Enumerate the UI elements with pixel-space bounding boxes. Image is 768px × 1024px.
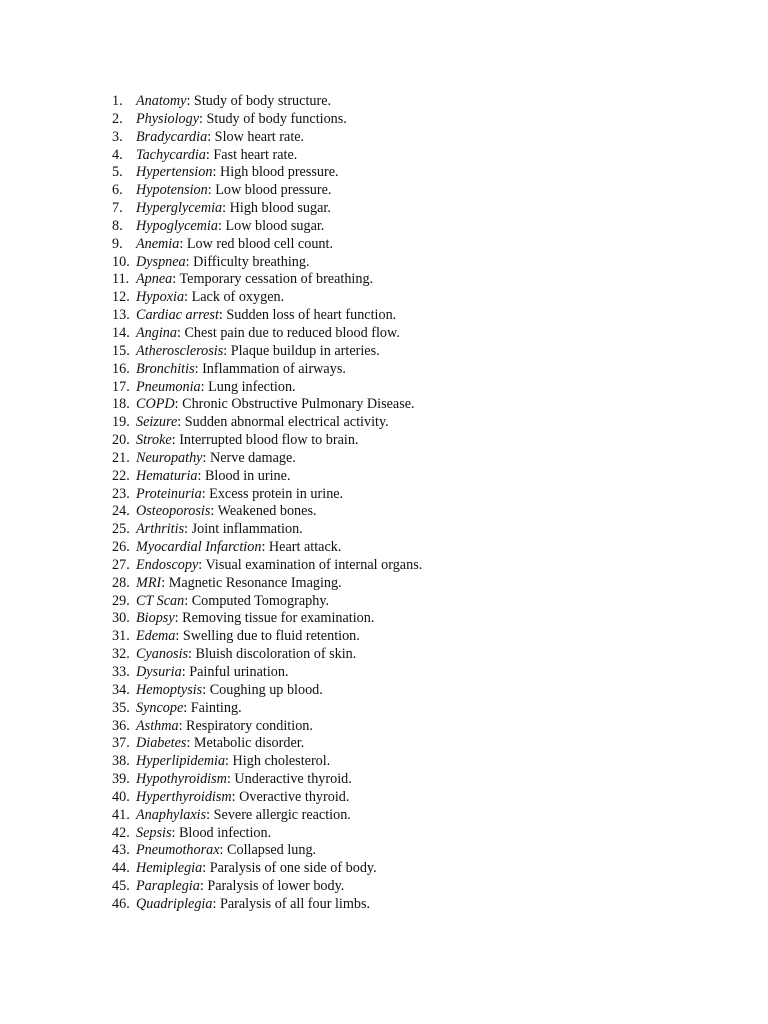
- item-number: 7.: [112, 200, 123, 217]
- term-definition: : Blood infection.: [171, 824, 272, 841]
- list-item: [112, 575, 422, 593]
- item-text: [136, 182, 331, 200]
- term-definition: : Low red blood cell count.: [179, 235, 334, 252]
- term-definition: : Underactive thyroid.: [226, 771, 352, 788]
- item-number: 46.: [112, 895, 130, 912]
- term-definition: : Metabolic disorder.: [186, 735, 305, 752]
- term-definition: : Paralysis of lower body.: [199, 878, 345, 895]
- item-text: [136, 343, 380, 361]
- term-definition: : Respiratory condition.: [178, 717, 313, 734]
- item-text: [136, 771, 352, 789]
- list-item: [112, 129, 422, 147]
- item-text: [136, 628, 360, 646]
- item-number: 4.: [112, 146, 123, 163]
- term-definition: : Weakened bones.: [210, 503, 317, 520]
- item-text: [136, 218, 324, 236]
- term-name: Neuropathy: [136, 449, 203, 466]
- term-name: Angina: [136, 324, 177, 341]
- item-text: [136, 414, 389, 432]
- term-definition: : Visual examination of internal organs.: [198, 556, 423, 573]
- term-definition: : Severe allergic reaction.: [206, 806, 351, 823]
- medical-terms-list: [112, 93, 422, 914]
- item-text: [136, 236, 333, 254]
- list-item: [112, 164, 422, 182]
- term-name: Bronchitis: [136, 360, 195, 377]
- item-number: 16.: [112, 360, 130, 377]
- term-name: Bradycardia: [136, 128, 208, 145]
- list-item: [112, 860, 422, 878]
- term-definition: : Low blood pressure.: [207, 182, 332, 199]
- term-definition: : Computed Tomography.: [184, 592, 330, 609]
- item-number: 25.: [112, 521, 130, 538]
- item-text: [136, 557, 422, 575]
- term-name: Hyperthyroidism: [136, 788, 232, 805]
- term-name: Proteinuria: [136, 485, 202, 502]
- term-definition: : Interrupted blood flow to brain.: [171, 432, 359, 449]
- item-number: 32.: [112, 646, 130, 663]
- term-name: MRI: [136, 574, 162, 591]
- item-text: [136, 361, 346, 379]
- term-definition: : Joint inflammation.: [184, 521, 303, 538]
- item-number: 37.: [112, 735, 130, 752]
- item-text: [136, 254, 310, 272]
- list-item: [112, 307, 422, 325]
- item-text: [136, 735, 304, 753]
- term-definition: : Study of body functions.: [199, 110, 347, 127]
- list-item: [112, 753, 422, 771]
- list-item: [112, 147, 422, 165]
- term-definition: : Sudden loss of heart function.: [218, 307, 397, 324]
- item-number: 31.: [112, 628, 130, 645]
- item-text: [136, 111, 347, 129]
- item-text: [136, 593, 329, 611]
- list-item: [112, 789, 422, 807]
- list-item: [112, 593, 422, 611]
- item-text: [136, 825, 271, 843]
- term-definition: : Lung infection.: [200, 378, 296, 395]
- term-definition: : Study of body structure.: [186, 93, 332, 109]
- term-name: Pneumothorax: [136, 842, 220, 859]
- list-item: [112, 486, 422, 504]
- list-item: [112, 218, 422, 236]
- term-name: Physiology: [136, 110, 200, 127]
- list-item: [112, 93, 422, 111]
- term-definition: : High blood pressure.: [212, 164, 339, 181]
- list-item: [112, 289, 422, 307]
- term-name: Pneumonia: [136, 378, 201, 395]
- item-number: 18.: [112, 396, 130, 413]
- list-item: [112, 468, 422, 486]
- item-number: 44.: [112, 860, 130, 877]
- term-definition: : Heart attack.: [261, 539, 342, 556]
- list-item: [112, 271, 422, 289]
- term-name: Biopsy: [136, 610, 175, 627]
- term-definition: : Lack of oxygen.: [184, 289, 285, 306]
- term-name: Myocardial Infarction: [136, 539, 262, 556]
- item-text: [136, 664, 289, 682]
- term-name: Paraplegia: [136, 878, 200, 895]
- list-item: [112, 771, 422, 789]
- term-definition: : Chronic Obstructive Pulmonary Disease.: [174, 396, 415, 413]
- list-item: [112, 414, 422, 432]
- term-name: Hyperlipidemia: [136, 753, 226, 770]
- list-item: [112, 718, 422, 736]
- term-definition: : Blood in urine.: [197, 467, 291, 484]
- term-name: Tachycardia: [136, 146, 206, 163]
- term-definition: : High cholesterol.: [225, 753, 331, 770]
- item-number: 20.: [112, 432, 130, 449]
- item-number: 41.: [112, 806, 130, 823]
- term-definition: : Chest pain due to reduced blood flow.: [176, 324, 400, 341]
- item-text: [136, 147, 297, 165]
- item-number: 2.: [112, 110, 123, 127]
- item-number: 23.: [112, 485, 130, 502]
- term-name: Hyperglycemia: [136, 200, 223, 217]
- list-item: [112, 646, 422, 664]
- item-number: 30.: [112, 610, 130, 627]
- term-definition: : Bluish discoloration of skin.: [188, 646, 357, 663]
- term-name: Dysuria: [136, 664, 182, 680]
- term-name: Seizure: [136, 414, 178, 431]
- item-text: [136, 896, 370, 914]
- item-text: [136, 129, 304, 147]
- item-text: [136, 503, 317, 521]
- list-item: [112, 432, 422, 450]
- item-text: [136, 521, 303, 539]
- item-number: 1.: [112, 93, 123, 109]
- item-text: [136, 842, 316, 860]
- term-definition: : Paralysis of all four limbs.: [212, 895, 371, 912]
- item-text: [136, 200, 331, 218]
- item-number: 38.: [112, 753, 130, 770]
- term-name: Hypertension: [136, 164, 213, 181]
- term-name: Hemoptysis: [136, 681, 203, 698]
- term-name: Endoscopy: [136, 556, 199, 573]
- list-item: [112, 521, 422, 539]
- list-item: [112, 807, 422, 825]
- list-item: [112, 664, 422, 682]
- item-number: 15.: [112, 342, 130, 359]
- item-text: [136, 753, 330, 771]
- term-definition: : Slow heart rate.: [207, 128, 305, 145]
- term-name: Asthma: [136, 717, 179, 734]
- list-item: [112, 254, 422, 272]
- term-name: Atherosclerosis: [136, 342, 224, 359]
- item-number: 35.: [112, 699, 130, 716]
- term-name: Anaphylaxis: [136, 806, 207, 823]
- term-definition: : Fainting.: [183, 699, 242, 716]
- list-item: [112, 361, 422, 379]
- item-text: [136, 289, 284, 307]
- term-name: Cardiac arrest: [136, 307, 219, 324]
- term-name: Syncope: [136, 699, 184, 716]
- term-name: Hypotension: [136, 182, 208, 199]
- term-definition: : Painful urination.: [181, 664, 289, 680]
- item-number: 17.: [112, 378, 130, 395]
- list-item: [112, 539, 422, 557]
- item-text: [136, 789, 349, 807]
- term-definition: : Plaque buildup in arteries.: [223, 342, 380, 359]
- list-item: [112, 878, 422, 896]
- list-item: [112, 396, 422, 414]
- term-name: CT Scan: [136, 592, 185, 609]
- item-number: 14.: [112, 324, 130, 341]
- list-item: [112, 700, 422, 718]
- list-item: [112, 325, 422, 343]
- item-number: 13.: [112, 307, 130, 324]
- item-text: [136, 610, 374, 628]
- term-name: Hypoxia: [136, 289, 185, 306]
- list-item: [112, 735, 422, 753]
- term-name: Arthritis: [136, 521, 185, 538]
- item-number: 45.: [112, 878, 130, 895]
- item-text: [136, 486, 343, 504]
- item-text: [136, 860, 377, 878]
- term-name: Hematuria: [136, 467, 198, 484]
- item-text: [136, 878, 344, 896]
- item-text: [136, 539, 341, 557]
- term-name: Quadriplegia: [136, 895, 213, 912]
- item-number: 33.: [112, 664, 130, 680]
- term-name: Hemiplegia: [136, 860, 203, 877]
- list-item: [112, 557, 422, 575]
- item-number: 3.: [112, 128, 123, 145]
- item-text: [136, 93, 331, 111]
- term-definition: : Collapsed lung.: [219, 842, 317, 859]
- list-item: [112, 182, 422, 200]
- term-definition: : Low blood sugar.: [217, 217, 325, 234]
- term-definition: : Sudden abnormal electrical activity.: [177, 414, 389, 431]
- term-name: Dyspnea: [136, 253, 186, 270]
- item-text: [136, 271, 373, 289]
- item-number: 34.: [112, 681, 130, 698]
- list-item: [112, 200, 422, 218]
- item-number: 42.: [112, 824, 130, 841]
- term-name: Cyanosis: [136, 646, 189, 663]
- term-name: Hypothyroidism: [136, 771, 227, 788]
- item-number: 36.: [112, 717, 130, 734]
- term-name: Apnea: [136, 271, 173, 288]
- item-text: [136, 575, 342, 593]
- term-definition: : Inflammation of airways.: [194, 360, 346, 377]
- list-item: [112, 343, 422, 361]
- term-name: Edema: [136, 628, 176, 645]
- item-number: 5.: [112, 164, 123, 181]
- item-text: [136, 396, 415, 414]
- term-name: Diabetes: [136, 735, 187, 752]
- item-number: 40.: [112, 788, 130, 805]
- item-number: 9.: [112, 235, 123, 252]
- term-name: Osteoporosis: [136, 503, 211, 520]
- list-item: [112, 682, 422, 700]
- list-item: [112, 628, 422, 646]
- item-number: 8.: [112, 217, 123, 234]
- item-number: 11.: [112, 271, 130, 288]
- item-text: [136, 164, 339, 182]
- list-item: [112, 111, 422, 129]
- item-text: [136, 307, 396, 325]
- term-definition: : Nerve damage.: [202, 449, 296, 466]
- term-name: Anemia: [136, 235, 180, 252]
- item-text: [136, 468, 291, 486]
- item-number: 19.: [112, 414, 130, 431]
- term-definition: : Swelling due to fluid retention.: [175, 628, 360, 645]
- item-number: 12.: [112, 289, 130, 306]
- term-definition: : Difficulty breathing.: [185, 253, 310, 270]
- term-definition: : High blood sugar.: [222, 200, 331, 217]
- item-number: 39.: [112, 771, 130, 788]
- item-text: [136, 379, 296, 397]
- term-definition: : Magnetic Resonance Imaging.: [161, 574, 342, 591]
- item-number: 27.: [112, 556, 130, 573]
- item-number: 22.: [112, 467, 130, 484]
- item-text: [136, 646, 356, 664]
- item-text: [136, 700, 242, 718]
- term-name: Sepsis: [136, 824, 172, 841]
- list-item: [112, 503, 422, 521]
- term-name: COPD: [136, 396, 175, 413]
- item-text: [136, 682, 323, 700]
- list-item: [112, 236, 422, 254]
- item-text: [136, 450, 296, 468]
- item-text: [136, 325, 400, 343]
- item-text: [136, 432, 358, 450]
- list-item: [112, 842, 422, 860]
- term-definition: : Overactive thyroid.: [231, 788, 350, 805]
- term-name: Anatomy: [136, 93, 187, 109]
- term-name: Stroke: [136, 432, 172, 449]
- item-number: 43.: [112, 842, 130, 859]
- term-definition: : Temporary cessation of breathing.: [172, 271, 374, 288]
- list-item: [112, 610, 422, 628]
- list-item: [112, 825, 422, 843]
- list-item: [112, 379, 422, 397]
- item-number: 26.: [112, 539, 130, 556]
- item-number: 6.: [112, 182, 123, 199]
- item-number: 24.: [112, 503, 130, 520]
- item-number: 29.: [112, 592, 130, 609]
- term-name: Hypoglycemia: [136, 217, 218, 234]
- item-text: [136, 807, 351, 825]
- term-definition: : Removing tissue for examination.: [174, 610, 375, 627]
- item-text: [136, 718, 313, 736]
- term-definition: : Excess protein in urine.: [201, 485, 344, 502]
- item-number: 21.: [112, 449, 130, 466]
- list-item: [112, 450, 422, 468]
- term-definition: : Coughing up blood.: [202, 681, 323, 698]
- list-item: [112, 896, 422, 914]
- item-number: 28.: [112, 574, 130, 591]
- term-definition: : Paralysis of one side of body.: [202, 860, 377, 877]
- item-number: 10.: [112, 253, 130, 270]
- term-definition: : Fast heart rate.: [205, 146, 298, 163]
